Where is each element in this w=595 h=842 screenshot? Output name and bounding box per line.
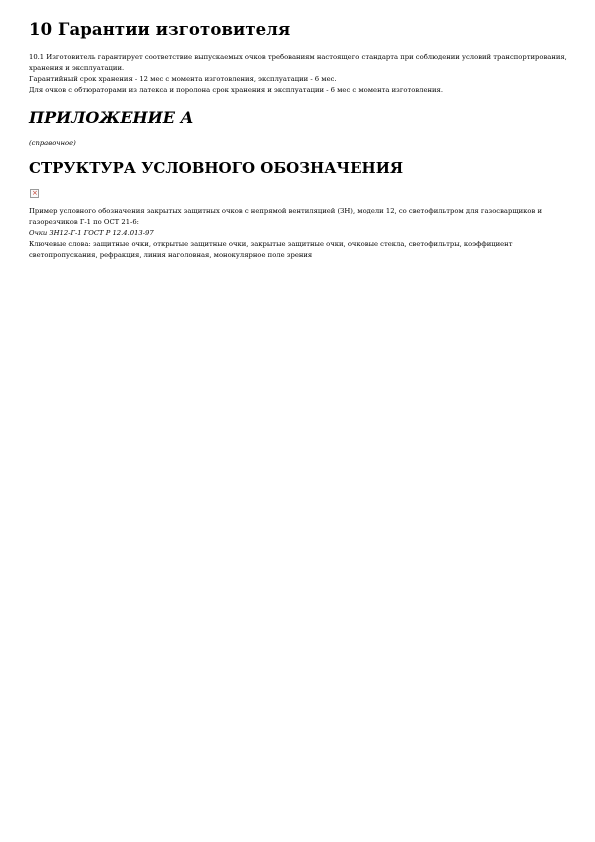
paragraph-warranty-conditions: 10.1 Изготовитель гарантирует соответствие выпускаемых очков требованиям настоящего стандарта при соблюдении условий транспортирования, хранения и эксплуатации.	[29, 53, 567, 72]
appendix-title: ПРИЛОЖЕНИЕ А	[29, 108, 194, 127]
paragraph-latex-warranty: Для очков с обтюраторами из латекса и поролона срок хранения и эксплуатации - 6 мес с момента изготовления.	[29, 86, 444, 94]
designation-example: Пример условного обозначения закрытых защитных очков с непрямой вентиляцией (ЗН), модели 12, со светофильтром для газосварщиков и газорезчиков Г-1 по ОСТ 21-6:	[29, 207, 543, 226]
designation-code: Очки ЗН12-Г-1 ГОСТ Р 12.4.013-97	[29, 229, 154, 237]
paragraph-warranty-period: Гарантийный срок хранения - 12 мес с момента изготовления, эксплуатации - 6 мес.	[29, 75, 337, 83]
keywords-paragraph: Ключевые слова: защитные очки, открытые защитные очки, закрытые защитные очки, очковые стекла, светофильтры, коэффициент светопропускания, рефракция, линия наголовная, монокулярное поле зрения	[29, 240, 513, 259]
document-page	[29, 20, 569, 261]
appendix-note: (справочное)	[29, 139, 76, 147]
broken-image-icon: ×	[32, 189, 38, 197]
structure-title: СТРУКТУРА УСЛОВНОГО ОБОЗНАЧЕНИЯ	[29, 159, 404, 177]
section-title: 10 Гарантии изготовителя	[29, 20, 291, 39]
